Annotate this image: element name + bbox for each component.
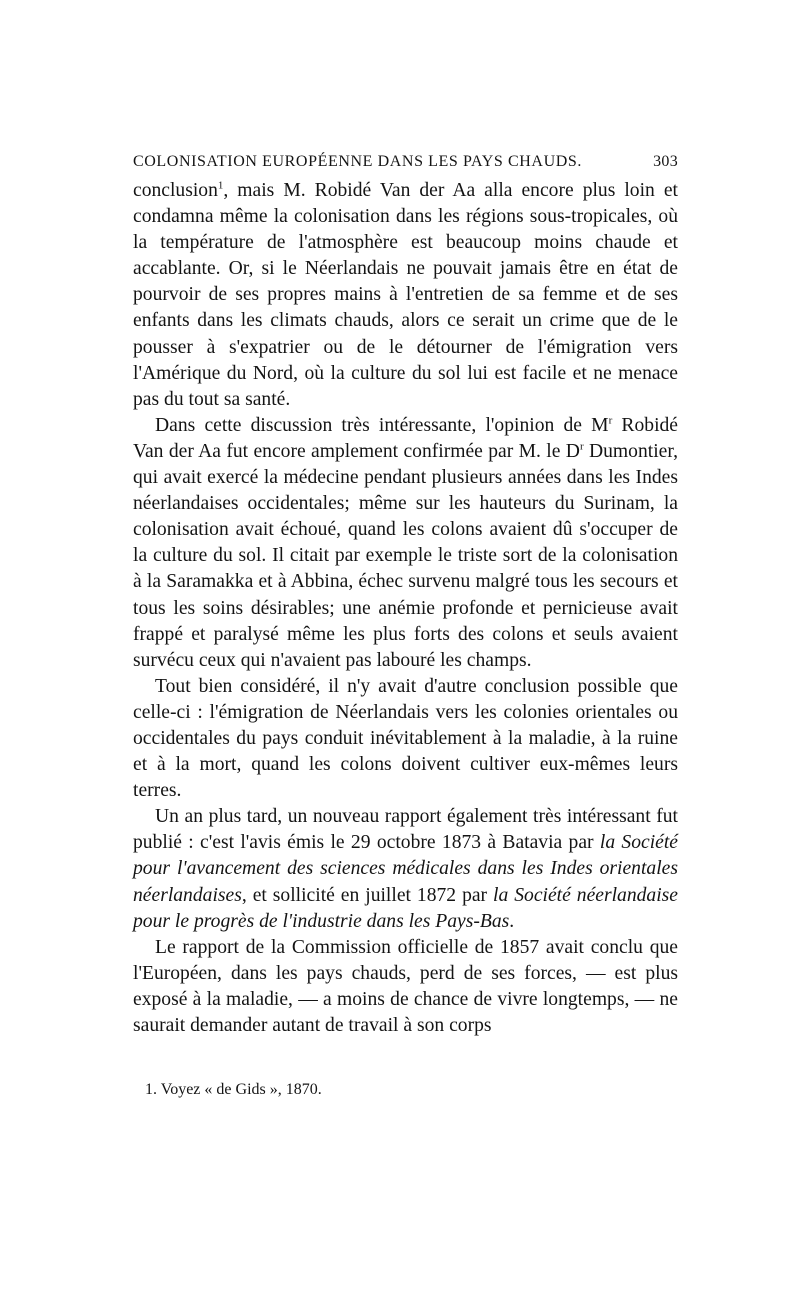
paragraph-2-text-b: Robidé Van der Aa fut encore amplement confirmée par M. le D	[133, 414, 679, 462]
page-number: 303	[653, 153, 678, 170]
footnote: 1. Voyez « de Gids », 1870.	[145, 1081, 322, 1099]
superscript-r: r	[608, 414, 613, 427]
paragraph-2-text-a: Dans cette discussion très intéressante, l'opinion de M	[155, 414, 609, 436]
running-title: COLONISATION EUROPÉENNE DANS LES PAYS CHAUDS.	[133, 153, 582, 170]
paragraph-2	[133, 413, 678, 674]
paragraph-5: Le rapport de la Commission officielle de 1857 avait conclu que l'Européen, dans les pays chauds, perd de ses forces, — est plus exposé à la maladie, — a moins de chance de vivre longtemps, — ne saurait demander autant de travail à son corps	[133, 936, 678, 1036]
footnote-reference: 1	[217, 179, 224, 192]
paragraph-1	[133, 178, 678, 413]
paragraph-4-italic-2: la Société néerlandaise pour le progrès de l'industrie dans les Pays-Bas	[133, 884, 678, 932]
body-text	[133, 178, 678, 1039]
paragraph-4-text-c: .	[509, 910, 515, 932]
paragraph-4-text-a: Un an plus tard, un nouveau rapport également très intéressant fut publié : c'est l'avis émis le 29 octobre 1873 à Batavia par	[133, 806, 678, 854]
book-page	[133, 150, 678, 1101]
superscript-r: r	[579, 440, 584, 453]
paragraph-4-italic-1: la Société pour l'avancement des sciences médicales dans les Indes orientales néerlandaises	[133, 832, 678, 906]
paragraph-1-text-b: , mais M. Robidé Van der Aa alla encore plus loin et condamna même la colonisation dans les régions sous-tropicales, où la température de l'atmosphère est beaucoup moins chaude et accablante. Or, si le Néerlandais ne pouvait jamais être en état de pourvoir de ses propres mains à l'entretien de sa femme et de ses enfants dans les climats chauds, alors ce serait un crime que de le pousser à s'expatrier ou de le détourner de l'émigration vers l'Amérique du Nord, où la culture du sol lui est facile et ne menace pas du tout sa santé.	[133, 180, 678, 410]
paragraph-4	[133, 804, 678, 934]
paragraph-3: Tout bien considéré, il n'y avait d'autre conclusion possible que celle-ci : l'émigration de Néerlandais vers les colonies orientales ou occidentales du pays conduit inévitablement à la maladie, à la ruine et à la mort, quand les colons doivent cultiver eux-mêmes leurs terres.	[133, 675, 678, 802]
paragraph-1-text-a: conclusion	[133, 180, 218, 201]
paragraph-4-text-b: , et sollicité en juillet 1872 par	[241, 884, 494, 906]
running-header	[133, 150, 678, 174]
paragraph-2-text-c: Dumontier, qui avait exercé la médecine pendant plusieurs années dans les Indes néerlandaises occidentales; même sur les hauteurs du Surinam, la colonisation avait échoué, quand les colons avaient dû s'occuper de la culture du sol. Il citait par exemple le triste sort de la colonisation à la Saramakka et à Abbina, échec survenu malgré tous les secours et tous les soins désirables; une anémie profonde et pernicieuse avait frappé et paralysé même les plus forts des colons et seuls avaient survécu ceux qui n'avaient pas labouré les champs.	[133, 440, 678, 671]
